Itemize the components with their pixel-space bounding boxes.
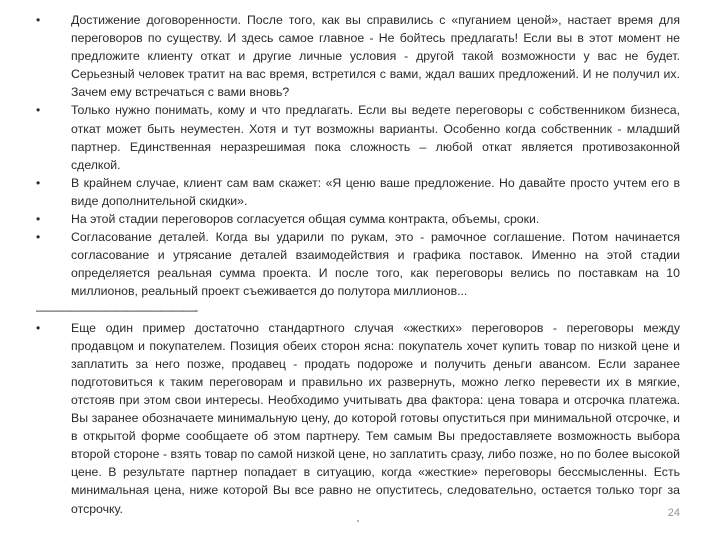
bullet-item-whom-to-offer xyxy=(36,101,680,173)
bullet-marker: • xyxy=(36,212,41,227)
center-dot xyxy=(357,520,359,522)
bullet-marker: • xyxy=(36,320,41,335)
bullet-marker: • xyxy=(36,103,41,118)
bullet-text: Только нужно понимать, кому и что предлагать. Если вы ведете переговоры с собственником бизнеса, откат может быть неуместен. Хотя и тут возможны варианты. Особенно когда собственник - младший партнер. Единственная неразрешимая пока сложность – любой откат является противозаконной сделкой. xyxy=(71,103,680,172)
section-separator: ——————————————- xyxy=(36,302,198,317)
bullet-item-details xyxy=(36,228,680,300)
bullet-marker: • xyxy=(36,230,41,245)
bullet-text: На этой стадии переговоров согласуется общая сумма контракта, объемы, сроки. xyxy=(71,212,540,227)
bullet-item-agreement xyxy=(36,11,680,101)
page-content xyxy=(36,11,680,518)
bullet-marker: • xyxy=(36,13,41,27)
bullet-text: Согласование деталей. Когда вы ударили по рукам, это - рамочное соглашение. Потом начинается согласование и утрясание деталей взаимодействия и графика поставок. Именно на этой стадии определяется реальная сумма проекта. И после того, как переговоры велись по поставкам на 10 миллионов, реальный проект съеживается до полутора миллионов... xyxy=(71,230,680,299)
page-number: 24 xyxy=(667,507,680,519)
bullet-item-hard-negotiations-example xyxy=(36,319,680,518)
bullet-text: В крайнем случае, клиент сам вам скажет: «Я ценю ваше предложение. Но давайте просто учтем его в виде дополнительной скидки». xyxy=(71,175,680,208)
bullet-text: Еще один пример достаточно стандартного случая «жестких» переговоров - переговоры между продавцом и покупателем. Позиция обеих сторон ясна: покупатель хочет купить товар по низкой цене и заплатить за него позже, продавец - продать подороже и получить деньги авансом. Если заранее подготовиться к таким переговорам и правильно их развернуть, можно легко перевести их в мягкие, отстояв при этом свои интересы. Необходимо учитывать два фактора: цена товара и отсрочка платежа. Вы заранее обозначаете минимальную цену, до которой готовы опуститься при минимальной отсрочке, и в открытой форме сообщаете об этом партнеру. Тем самым Вы предоставляете возможность выбора второй стороне - взять товар по самой низкой цене, но заплатить сразу, либо позже, но по более высокой цене. В результате партнер попадает в ситуацию, когда «жесткие» переговоры бессмысленны. Есть минимальная цена, ниже которой Вы все равно не опуститесь, следовательно, остается только торг за отсрочку. xyxy=(71,320,680,516)
bullet-item-contract-sum xyxy=(36,210,680,228)
bullet-marker: • xyxy=(36,175,41,190)
bullet-text: Достижение договоренности. После того, как вы справились с «пуганием ценой», настает время для переговоров по существу. И здесь самое главное - Не бойтесь предлагать! Если вы в этот момент не предложите клиенту откат и другие личные условия - другой такой возможности у вас не будет. Серьезный человек тратит на вас время, встретился с вами, ждал ваших предложений. И не получил их. Зачем ему встречаться с вами вновь? xyxy=(71,13,680,100)
bullet-item-extreme-case xyxy=(36,174,680,210)
